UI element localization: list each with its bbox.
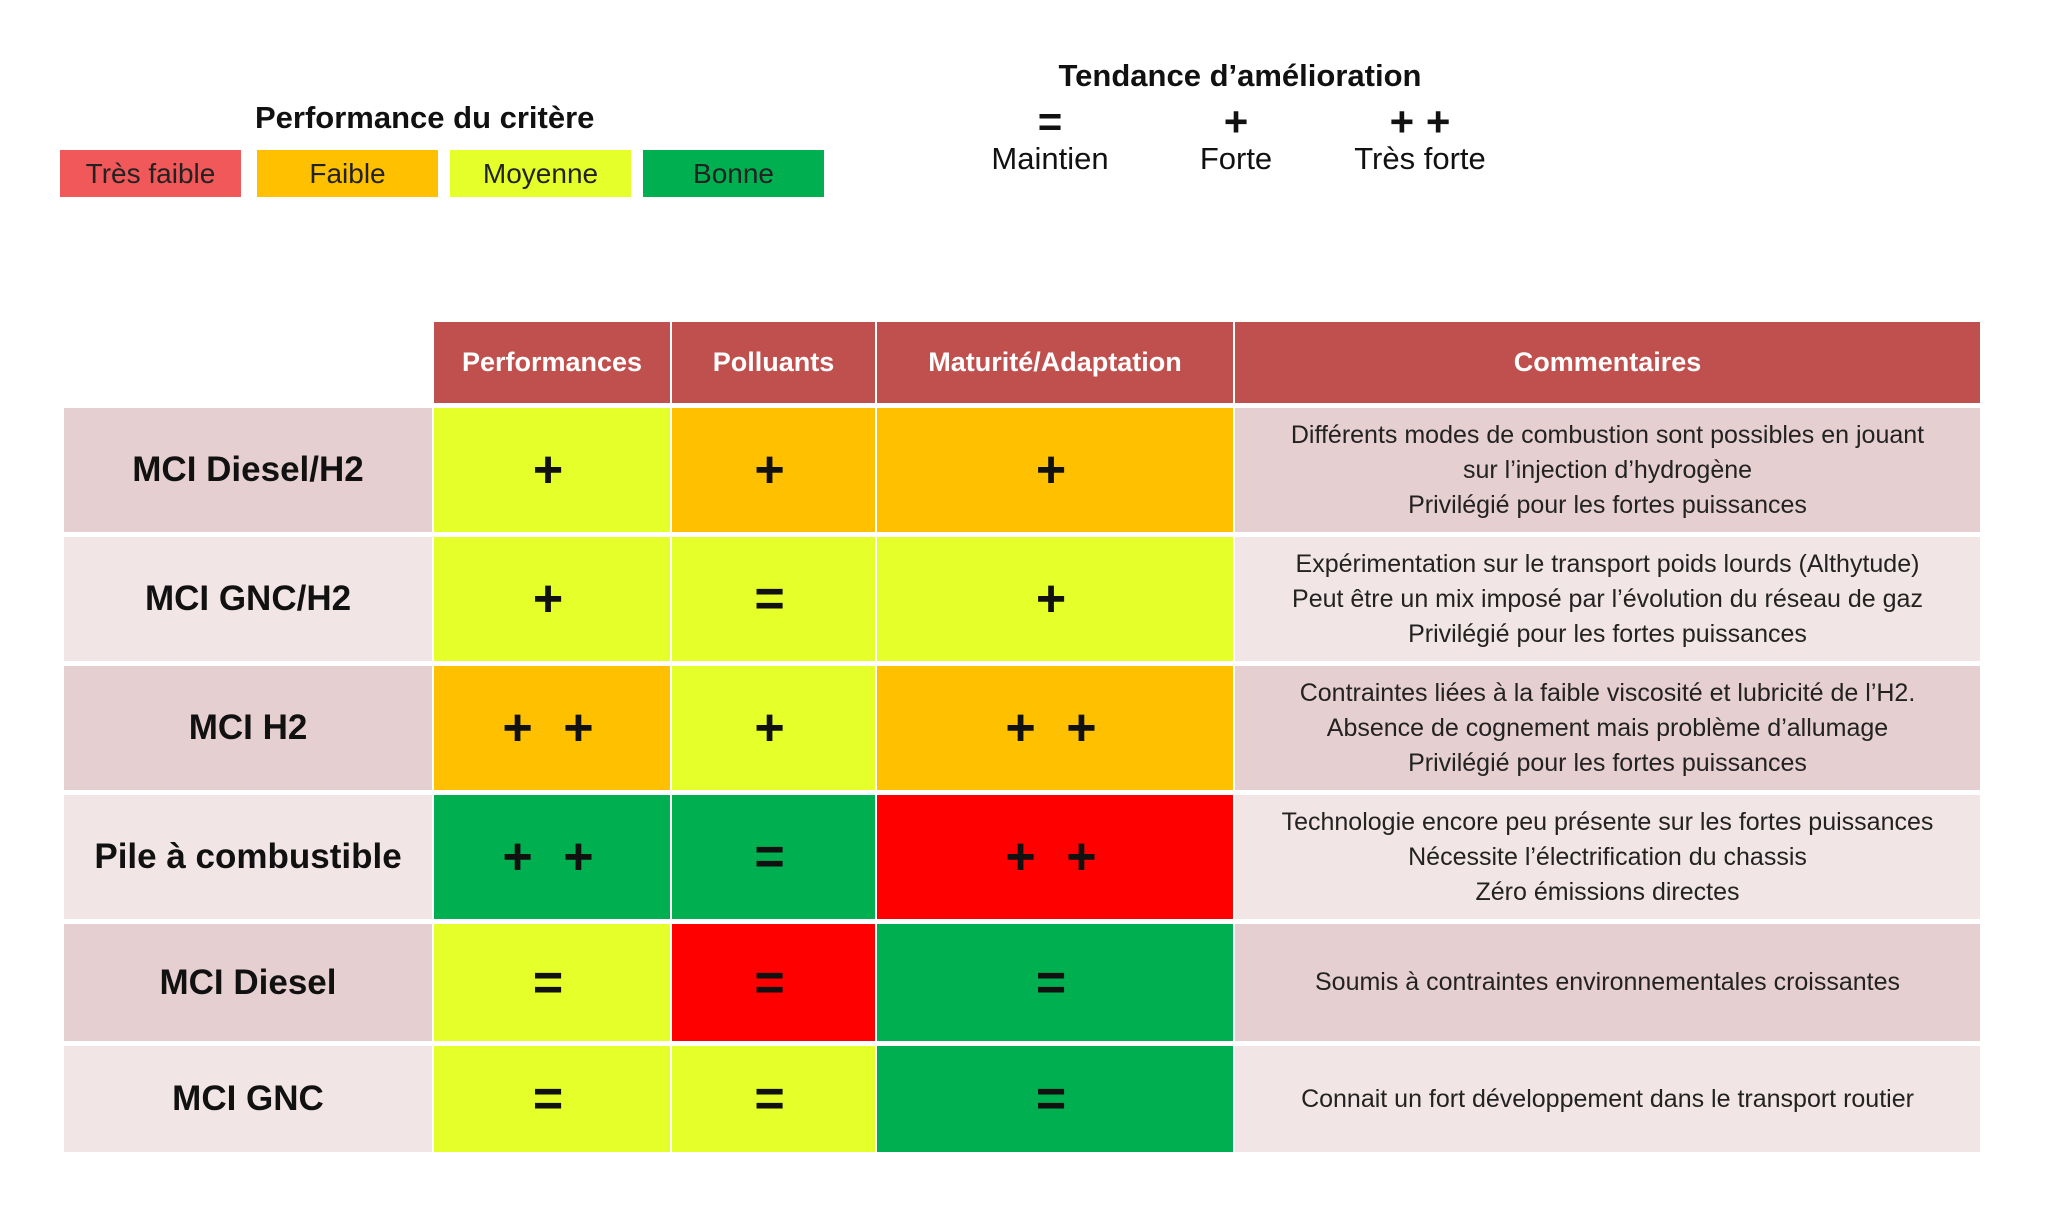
row-label-pile-a-combustible: Pile à combustible [64,795,432,919]
comment-line: Absence de cognement mais problème d’allumage [1326,713,1889,742]
cell-polluants: + [672,408,875,532]
cell-polluants: + [672,666,875,790]
cell-performances: + [434,537,670,661]
trend-item-forte [1146,98,1326,176]
comment-line: Soumis à contraintes environnementales croissantes [1314,968,1901,996]
cell-performances: = [434,1046,670,1152]
comment-line: Privilégié pour les fortes puissances [1408,748,1807,777]
trend-legend-title: Tendance d’amélioration [1058,58,1422,93]
header-commentaires: Commentaires [1235,322,1980,403]
trend-label: Maintien [991,141,1109,176]
cell-maturite: = [877,1046,1233,1152]
trend-label: Très forte [1354,141,1486,176]
trend-item-maintien [960,98,1140,176]
header-maturite-adaptation: Maturité/Adaptation [877,322,1233,403]
cell-maturite: + [877,537,1233,661]
comment-line: Technologie encore peu présente sur les fortes puissances [1281,807,1934,836]
table-corner [64,322,432,403]
comment-cell [1235,408,1980,532]
trend-legend [960,58,1520,183]
comment-line: Privilégié pour les fortes puissances [1408,619,1807,648]
comment-line: Privilégié pour les fortes puissances [1408,490,1807,519]
swatch-bonne: Bonne [643,150,824,197]
cell-performances: = [434,924,670,1041]
performance-swatches [60,150,825,197]
cell-performances: + + [434,795,670,919]
comment-cell [1235,1046,1980,1152]
comment-cell [1235,924,1980,1041]
swatch-faible: Faible [257,150,438,197]
swatch-tres-faible: Très faible [60,150,241,197]
cell-maturite: + + [877,795,1233,919]
comment-line: Peut être un mix imposé par l’évolution du réseau de gaz [1292,584,1923,613]
cell-polluants: = [672,795,875,919]
cell-maturite: + + [877,666,1233,790]
row-label-mci-gnc: MCI GNC [64,1046,432,1152]
row-label-mci-gnc-h2: MCI GNC/H2 [64,537,432,661]
comment-line: Expérimentation sur le transport poids lourds (Althytude) [1295,549,1920,578]
comment-line: Zéro émissions directes [1475,877,1740,906]
comment-line: sur l’injection d’hydrogène [1462,455,1753,484]
comment-line: Connait un fort développement dans le transport routier [1301,1084,1914,1113]
performance-legend-title: Performance du critère [255,100,595,135]
comment-cell [1235,537,1980,661]
swatch-moyenne: Moyenne [450,150,631,197]
cell-performances: + + [434,666,670,790]
comment-line: Nécessite l’électrification du chassis [1408,842,1807,871]
row-label-mci-h2: MCI H2 [64,666,432,790]
cell-polluants: = [672,924,875,1041]
comment-line: Contraintes liées à la faible viscosité et lubricité de l’H2. [1299,678,1916,707]
cell-performances: + [434,408,670,532]
cell-maturite: = [877,924,1233,1041]
row-label-mci-diesel: MCI Diesel [64,924,432,1041]
cell-polluants: = [672,1046,875,1152]
header-performances: Performances [434,322,670,403]
row-label-mci-diesel-h2: MCI Diesel/H2 [64,408,432,532]
cell-polluants: = [672,537,875,661]
comment-line: Différents modes de combustion sont possibles en jouant [1290,420,1925,449]
cell-maturite: + [877,408,1233,532]
trend-label: Forte [1199,141,1273,176]
trend-symbol-equal: = [1037,98,1063,145]
comment-cell [1235,666,1980,790]
trend-symbol-plus: + [1223,98,1249,145]
header-polluants: Polluants [672,322,875,403]
trend-symbol-double-plus: + + [1389,98,1451,145]
comparison-table [64,322,1980,1140]
trend-item-tres-forte [1330,98,1510,176]
comment-cell [1235,795,1980,919]
